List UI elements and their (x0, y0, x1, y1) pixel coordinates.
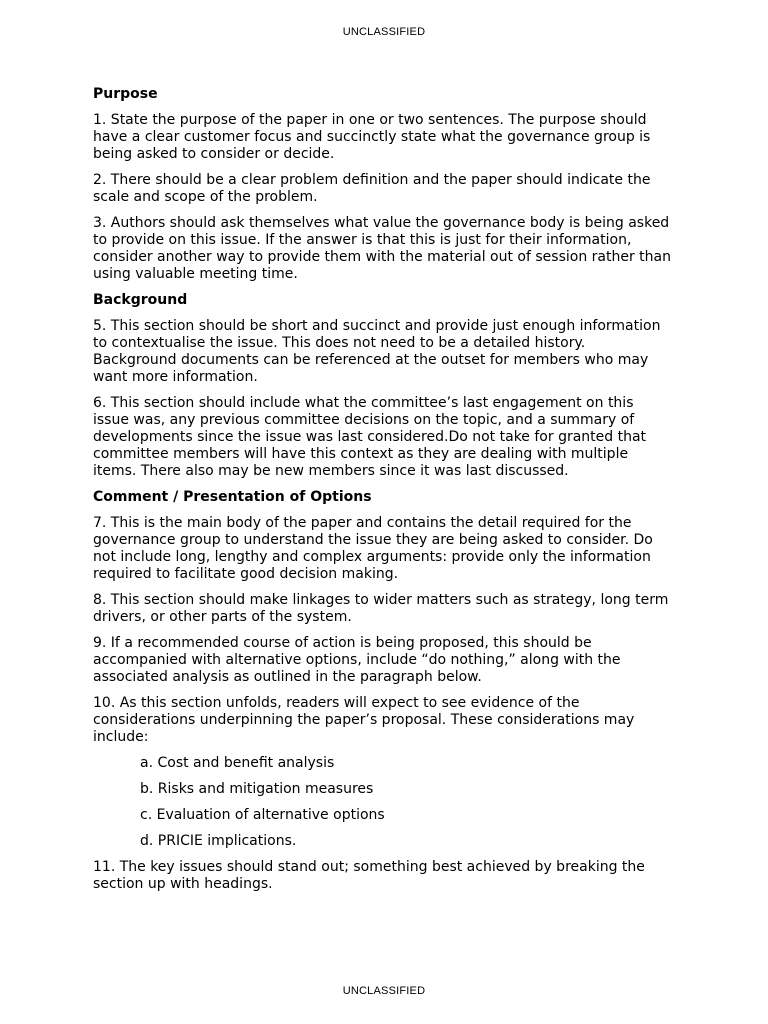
list-item-alternatives: c. Evaluation of alternative options (140, 807, 385, 823)
section-heading-comment-options: Comment / Presentation of Options (93, 489, 372, 505)
paragraph-7: 7. This is the main body of the paper and contains the detail required for the governance group to understand the issue they are being asked to consider. Do not include long, lengthy and complex arguments: provide only the information required to facilitate good decision making. (93, 515, 653, 582)
header-classification-marking: UNCLASSIFIED (342, 26, 426, 38)
paragraph-6: 6. This section should include what the committee’s last engagement on this issue was, any previous committee decisions on the topic, and a summary of developments since the issue was last considered.Do not take for granted that committee members will have this context as they are dealing with multiple items. There also may be new members since it was last discussed. (93, 395, 647, 479)
paragraph-11: 11. The key issues should stand out; something best achieved by breaking the section up with headings. (93, 859, 645, 892)
footer-classification-marking: UNCLASSIFIED (342, 985, 426, 997)
paragraph-2: 2. There should be a clear problem definition and the paper should indicate the scale and scope of the problem. (93, 172, 651, 205)
paragraph-5: 5. This section should be short and succinct and provide just enough information to contextualise the issue. This does not need to be a detailed history. Background documents can be referenced at the outset for members who may want more information. (93, 318, 661, 385)
paragraph-3: 3. Authors should ask themselves what value the governance body is being asked to provide on this issue. If the answer is that this is just for their information, consider another way to provide them with the material out of session rather than using valuable meeting time. (93, 215, 671, 282)
paragraph-8: 8. This section should make linkages to wider matters such as strategy, long term drivers, or other parts of the system. (93, 592, 669, 625)
list-item-risks: b. Risks and mitigation measures (140, 781, 374, 797)
paragraph-10: 10. As this section unfolds, readers will expect to see evidence of the considerations underpinning the paper’s proposal. These considerations may include: (93, 695, 635, 745)
paragraph-9: 9. If a recommended course of action is being proposed, this should be accompanied with alternative options, include “do nothing,” along with the associated analysis as outlined in the paragraph below. (93, 635, 621, 685)
document-body (93, 86, 673, 902)
list-item-pricie: d. PRICIE implications. (140, 833, 297, 849)
section-heading-background: Background (93, 292, 188, 308)
paragraph-1: 1. State the purpose of the paper in one or two sentences. The purpose should have a clear customer focus and succinctly state what the governance group is being asked to consider or decide. (93, 112, 651, 162)
section-heading-purpose: Purpose (93, 86, 158, 102)
list-item-cost-benefit: a. Cost and benefit analysis (140, 755, 335, 771)
